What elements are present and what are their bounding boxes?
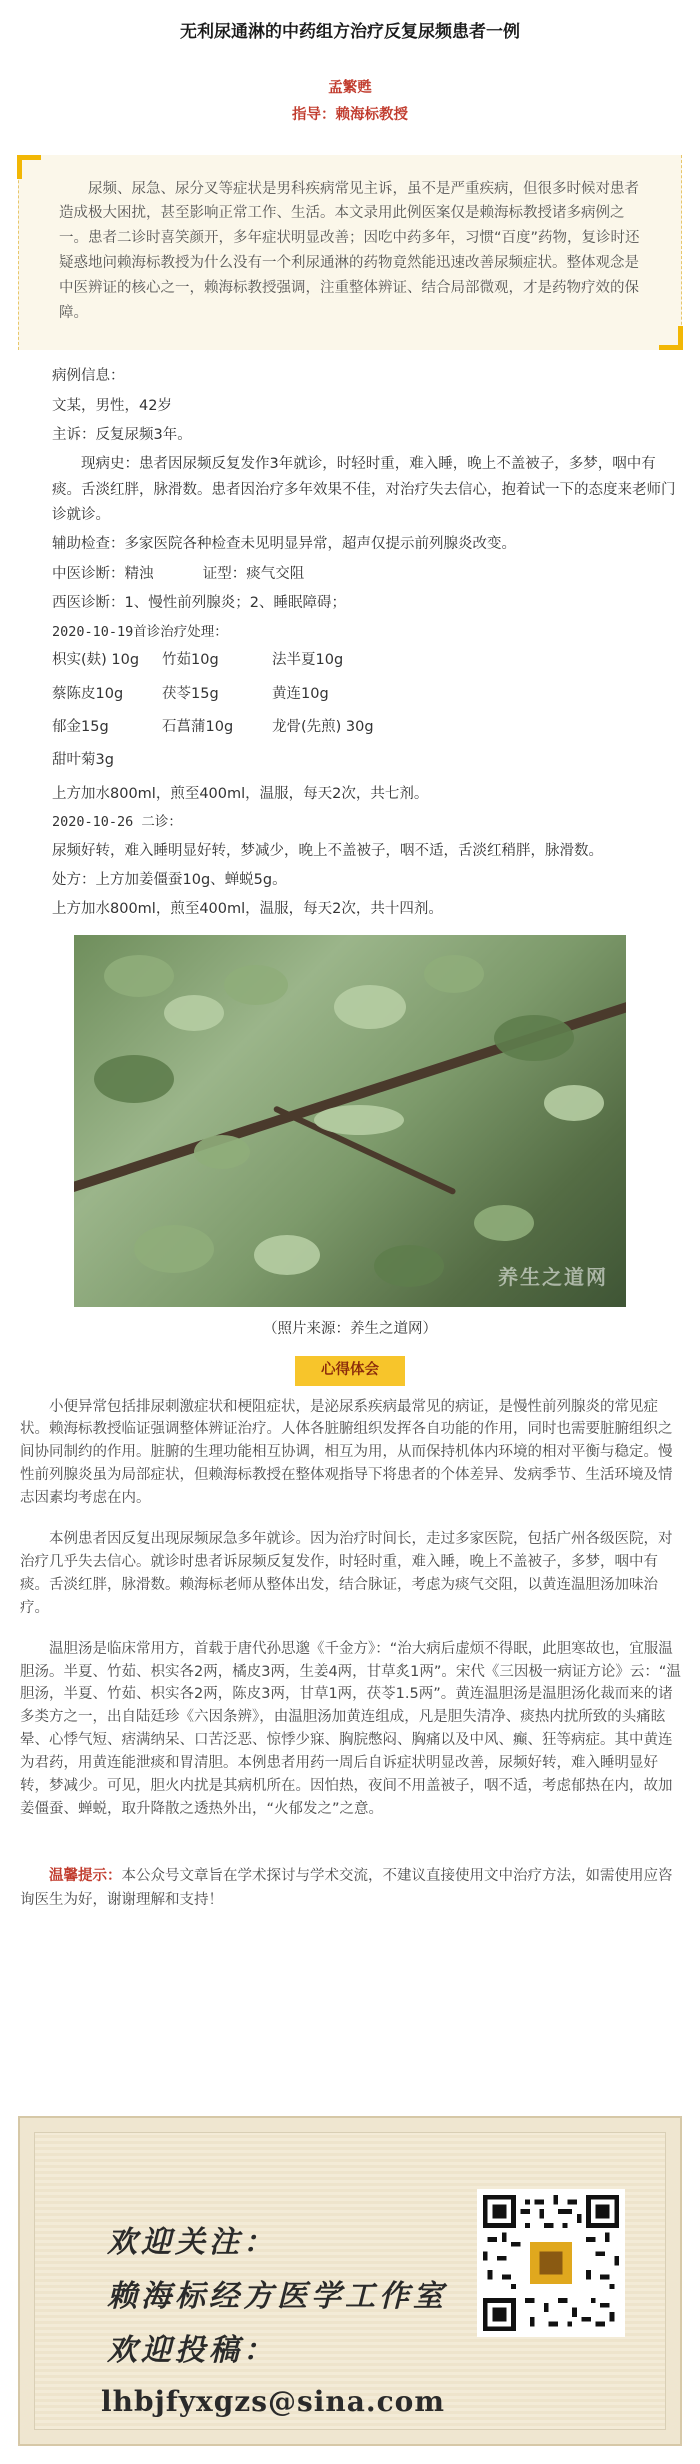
- photo-leaf: [164, 995, 224, 1031]
- photo-leaf: [134, 1225, 214, 1273]
- insight-section: [0, 1396, 700, 1821]
- contact-email[interactable]: lhbjfyxgzs@sina.com: [101, 2385, 445, 2418]
- visit1-date: 2020-10-19首诊治疗处理：: [52, 623, 228, 640]
- herb-item: 竹茹10g: [162, 652, 219, 669]
- chief-complaint: 主诉：反复尿频3年。: [52, 426, 192, 443]
- visit2-date: 2020-10-26 二诊：: [52, 814, 182, 830]
- qr-code-icon[interactable]: [477, 2189, 625, 2337]
- herb-row: [52, 715, 682, 740]
- corner-decoration: [17, 155, 41, 179]
- photo-leaf: [314, 1105, 404, 1135]
- follow-line: 欢迎关注：: [107, 2225, 277, 2260]
- studio-name: 赖海标经方医学工作室: [107, 2279, 447, 2314]
- photo-leaf: [544, 1085, 604, 1121]
- insight-paragraph: 小便异常包括排尿刺激症状和梗阻症状，是泌尿系疾病最常见的病证，是慢性前列腺炎的常见症状。赖海标教授临证强调整体辨证治疗。人体各脏腑组织发挥各自功能的作用，同时也需要脏腑组织之间协同制约的作用。脏腑的生理功能相互协调，相互为用，从而保持机体内环境的相对平衡与稳定。慢性前列腺炎虽为局部症状，但赖海标教授在整体观指导下将患者的个体差异、发病季节、生活环境及情志因素均考虑在内。: [20, 1398, 673, 1507]
- photo-leaf: [224, 965, 288, 1005]
- tcm-diagnosis-row: [52, 562, 682, 587]
- author-name: 孟繁甦: [328, 79, 372, 96]
- decoction-instructions: 上方加水800ml，煎至400ml，温服，每天2次，共十四剂。: [52, 901, 443, 918]
- case-heading: 病例信息：: [52, 368, 125, 385]
- photo-leaf: [94, 1055, 174, 1103]
- herb-item: 石菖蒲10g: [162, 718, 234, 735]
- herb-photo: [74, 935, 626, 1307]
- herb-row: [52, 682, 682, 707]
- herb-item: 法半夏10g: [272, 652, 344, 669]
- abstract-box: [18, 155, 682, 351]
- visit2-symptoms: 尿频好转，难入睡明显好转，梦减少，晚上不盖被子，咽不适，舌淡红稍胖，脉滑数。: [52, 842, 603, 859]
- section-heading: 心得体会: [295, 1356, 405, 1385]
- corner-decoration: [659, 326, 683, 350]
- insight-paragraph: 本例患者因反复出现尿频尿急多年就诊。因为治疗时间长，走过多家医院，包括广州各级医院，对治疗几乎失去信心。就诊时患者诉尿频反复发作，时轻时重，难入睡，晚上不盖被子，多梦，咽中有痰。舌淡红胖，脉滑数。赖海标老师从整体出发，结合脉证，考虑为痰气交阻，以黄连温胆汤加味治疗。: [20, 1531, 673, 1616]
- herb-row: [52, 748, 682, 773]
- photo-leaf: [194, 1135, 250, 1169]
- herb-item: 龙骨(先煎) 30g: [272, 718, 374, 735]
- case-section: [0, 364, 700, 923]
- herb-item: 黄连10g: [272, 685, 329, 702]
- herb-item: 郁金15g: [52, 718, 109, 735]
- tcm-diagnosis: 中医诊断：精浊: [52, 565, 154, 582]
- herb-item: 枳实(麸) 10g: [52, 652, 140, 669]
- decoction-instructions: 上方加水800ml，煎至400ml，温服，每天2次，共七剂。: [52, 785, 429, 802]
- photo-leaf: [374, 1245, 444, 1287]
- photo-leaf: [474, 1205, 534, 1241]
- auxiliary-exam: 辅助检查：多家医院各种检查未见明显异常，超声仅提示前列腺炎改变。: [52, 536, 516, 553]
- syndrome-type: 证型：痰气交阻: [202, 565, 305, 582]
- insight-paragraph: 温胆汤是临床常用方，首载于唐代孙思邈《千金方》：“治大病后虚烦不得眠，此胆寒故也，宜服温胆汤。半夏、竹茹、枳实各2两，橘皮3两，生姜4两，甘草炙1两”。宋代《三因极一病证方论》云：“温胆汤，半夏、竹茹、枳实各2两，陈皮3两，甘草1两，茯苓1.5两”。黄连温胆汤是温胆汤化裁而来的诸多类方之一，出自陆廷珍《六因条辨》，由温胆汤加黄连组成，凡是胆失清净、痰热内扰所致的头痛眩晕、心悸气短、痞满纳呆、口苦泛恶、惊悸少寐、胸脘憋闷、胸痛以及中风、癫、狂等病症。其中黄连为君药，用黄连能泄痰和胃清胆。本例患者用药一周后自诉症状明显改善，尿频好转，难入睡明显好转，梦减少。可见，胆火内扰是其病机所在。因怕热，夜间不用盖被子，咽不适，考虑郁热在内，故加姜僵蚕、蝉蜕，取升降散之透热外出，“火郁发之”之意。: [20, 1640, 681, 1817]
- notice-tip: [0, 1865, 700, 1913]
- tip-label: 温馨提示：: [49, 1867, 122, 1884]
- herb-item: 茯苓15g: [162, 685, 219, 702]
- article-title: 无利尿通淋的中药组方治疗反复尿频患者一例: [180, 22, 520, 42]
- photo-leaf: [424, 955, 484, 993]
- western-diagnosis: 西医诊断：1、慢性前列腺炎；2、睡眠障碍；: [52, 595, 346, 612]
- photo-leaf: [494, 1015, 574, 1061]
- footer-card: [18, 2116, 682, 2446]
- patient-info: 文某，男性，42岁: [52, 397, 172, 414]
- submit-line: 欢迎投稿：: [107, 2333, 277, 2368]
- photo-leaf: [334, 985, 406, 1029]
- photo-caption: （照片来源：养生之道网）: [263, 1320, 437, 1337]
- tip-text: 本公众号文章旨在学术探讨与学术交流，不建议直接使用文中治疗方法，如需使用应咨询医生为好，谢谢理解和支持！: [20, 1867, 673, 1908]
- photo-watermark: 养生之道网: [498, 1264, 608, 1289]
- herb-item: 蔡陈皮10g: [52, 685, 124, 702]
- footer-inner: [34, 2132, 666, 2430]
- present-history: 现病史：患者因尿频反复发作3年就诊，时轻时重，难入睡，晚上不盖被子，多梦，咽中有痰。舌淡红胖，脉滑数。患者因治疗多年效果不佳，对治疗失去信心，抱着试一下的态度来老师门诊就诊。: [52, 456, 676, 523]
- advisor-line: 指导：赖海标教授: [292, 107, 408, 124]
- photo-leaf: [254, 1235, 320, 1275]
- herb-row: [52, 648, 682, 673]
- herb-item: 甜叶菊3g: [52, 752, 114, 769]
- photo-leaf: [104, 955, 174, 997]
- visit2-prescription: 处方：上方加姜僵蚕10g、蝉蜕5g。: [52, 872, 287, 888]
- abstract-text: 尿频、尿急、尿分叉等症状是男科疾病常见主诉，虽不是严重疾病，但很多时候对患者造成极大困扰，甚至影响正常工作、生活。本文录用此例医案仅是赖海标教授诸多病例之一。患者二诊时喜笑颜开，多年症状明显改善；因吃中药多年，习惯“百度”药物，复诊时还疑惑地问赖海标教授为什么没有一个利尿通淋的药物竟然能迅速改善尿频症状。整体观念是中医辨证的核心之一，赖海标教授强调，注重整体辨证、结合局部微观，才是药物疗效的保障。: [59, 180, 640, 322]
